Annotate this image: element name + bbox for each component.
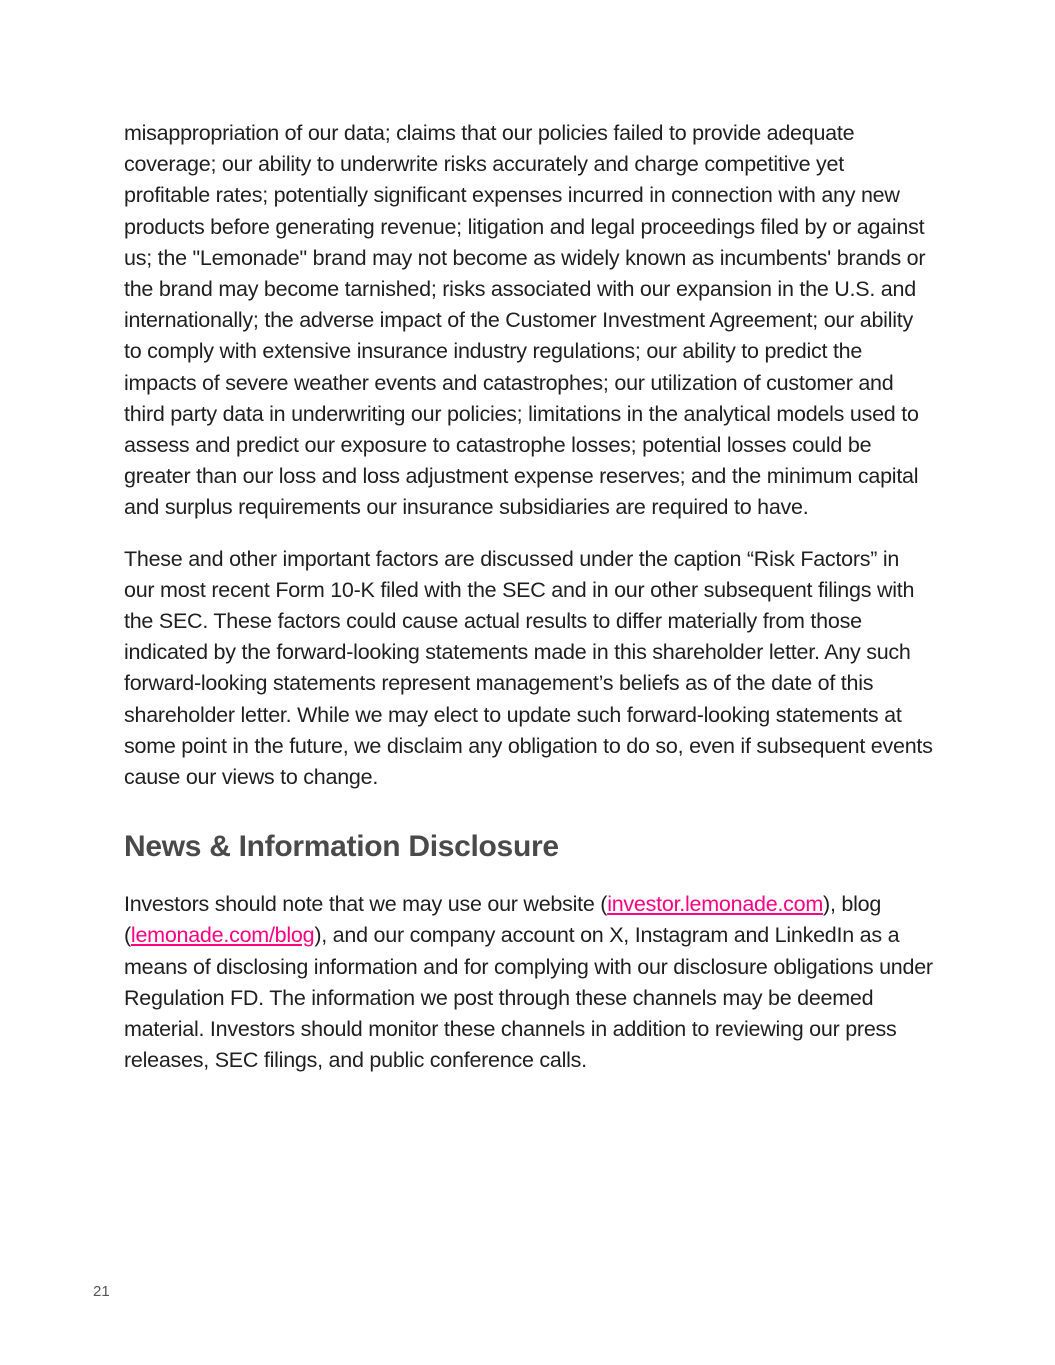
document-body xyxy=(124,118,934,1096)
investor-website-link[interactable]: investor.lemonade.com xyxy=(607,892,824,917)
page-number: 21 xyxy=(93,1283,110,1300)
section-heading-news-disclosure: News & Information Disclosure xyxy=(124,830,559,864)
risk-factors-list-paragraph: misappropriation of our data; claims that our policies failed to provide adequate coverage; our ability to underwrite risks accurately and charge competitive yet profitable rates; potentially significant expenses incurred in connection with any new products before generating revenue; litigation and legal proceedings filed by or against us; the "Lemonade" brand may not become as widely known as incumbents' brands or the brand may become tarnished; risks associated with our expansion in the U.S. and internationally; the adverse impact of the Customer Investment Agreement; our ability to comply with extensive insurance industry regulations; our ability to predict the impacts of severe weather events and catastrophes; our utilization of customer and third party data in underwriting our policies; limitations in the analytical models used to assess and predict our exposure to catastrophe losses; potential losses could be greater than our loss and loss adjustment expense reserves; and the minimum capital and surplus requirements our insurance subsidiaries are required to have. xyxy=(124,121,926,520)
text-before-website: Investors should note that we may use our website ( xyxy=(124,892,608,917)
news-disclosure-paragraph xyxy=(124,889,934,1076)
text-before-blog: ), blog ( xyxy=(124,892,882,948)
text-after-blog: ), and our company account on X, Instagram and LinkedIn as a means of disclosing information and for complying with our disclosure obligations under Regulation FD. The information we post through these channels may be deemed material. Investors should monitor these channels in addition to reviewing our press releases, SEC filings, and public conference calls. xyxy=(124,923,933,1073)
blog-link[interactable]: lemonade.com/blog xyxy=(130,923,315,948)
forward-looking-statements-paragraph: These and other important factors are discussed under the caption “Risk Factors” in our most recent Form 10-K filed with the SEC and in our other subsequent filings with the SEC. These factors could cause actual results to differ materially from those indicated by the forward-looking statements made in this shareholder letter. Any such forward-looking statements represent management’s beliefs as of the date of this shareholder letter. While we may elect to update such forward-looking statements at some point in the future, we disclaim any obligation to do so, even if subsequent events cause our views to change. xyxy=(124,546,933,790)
